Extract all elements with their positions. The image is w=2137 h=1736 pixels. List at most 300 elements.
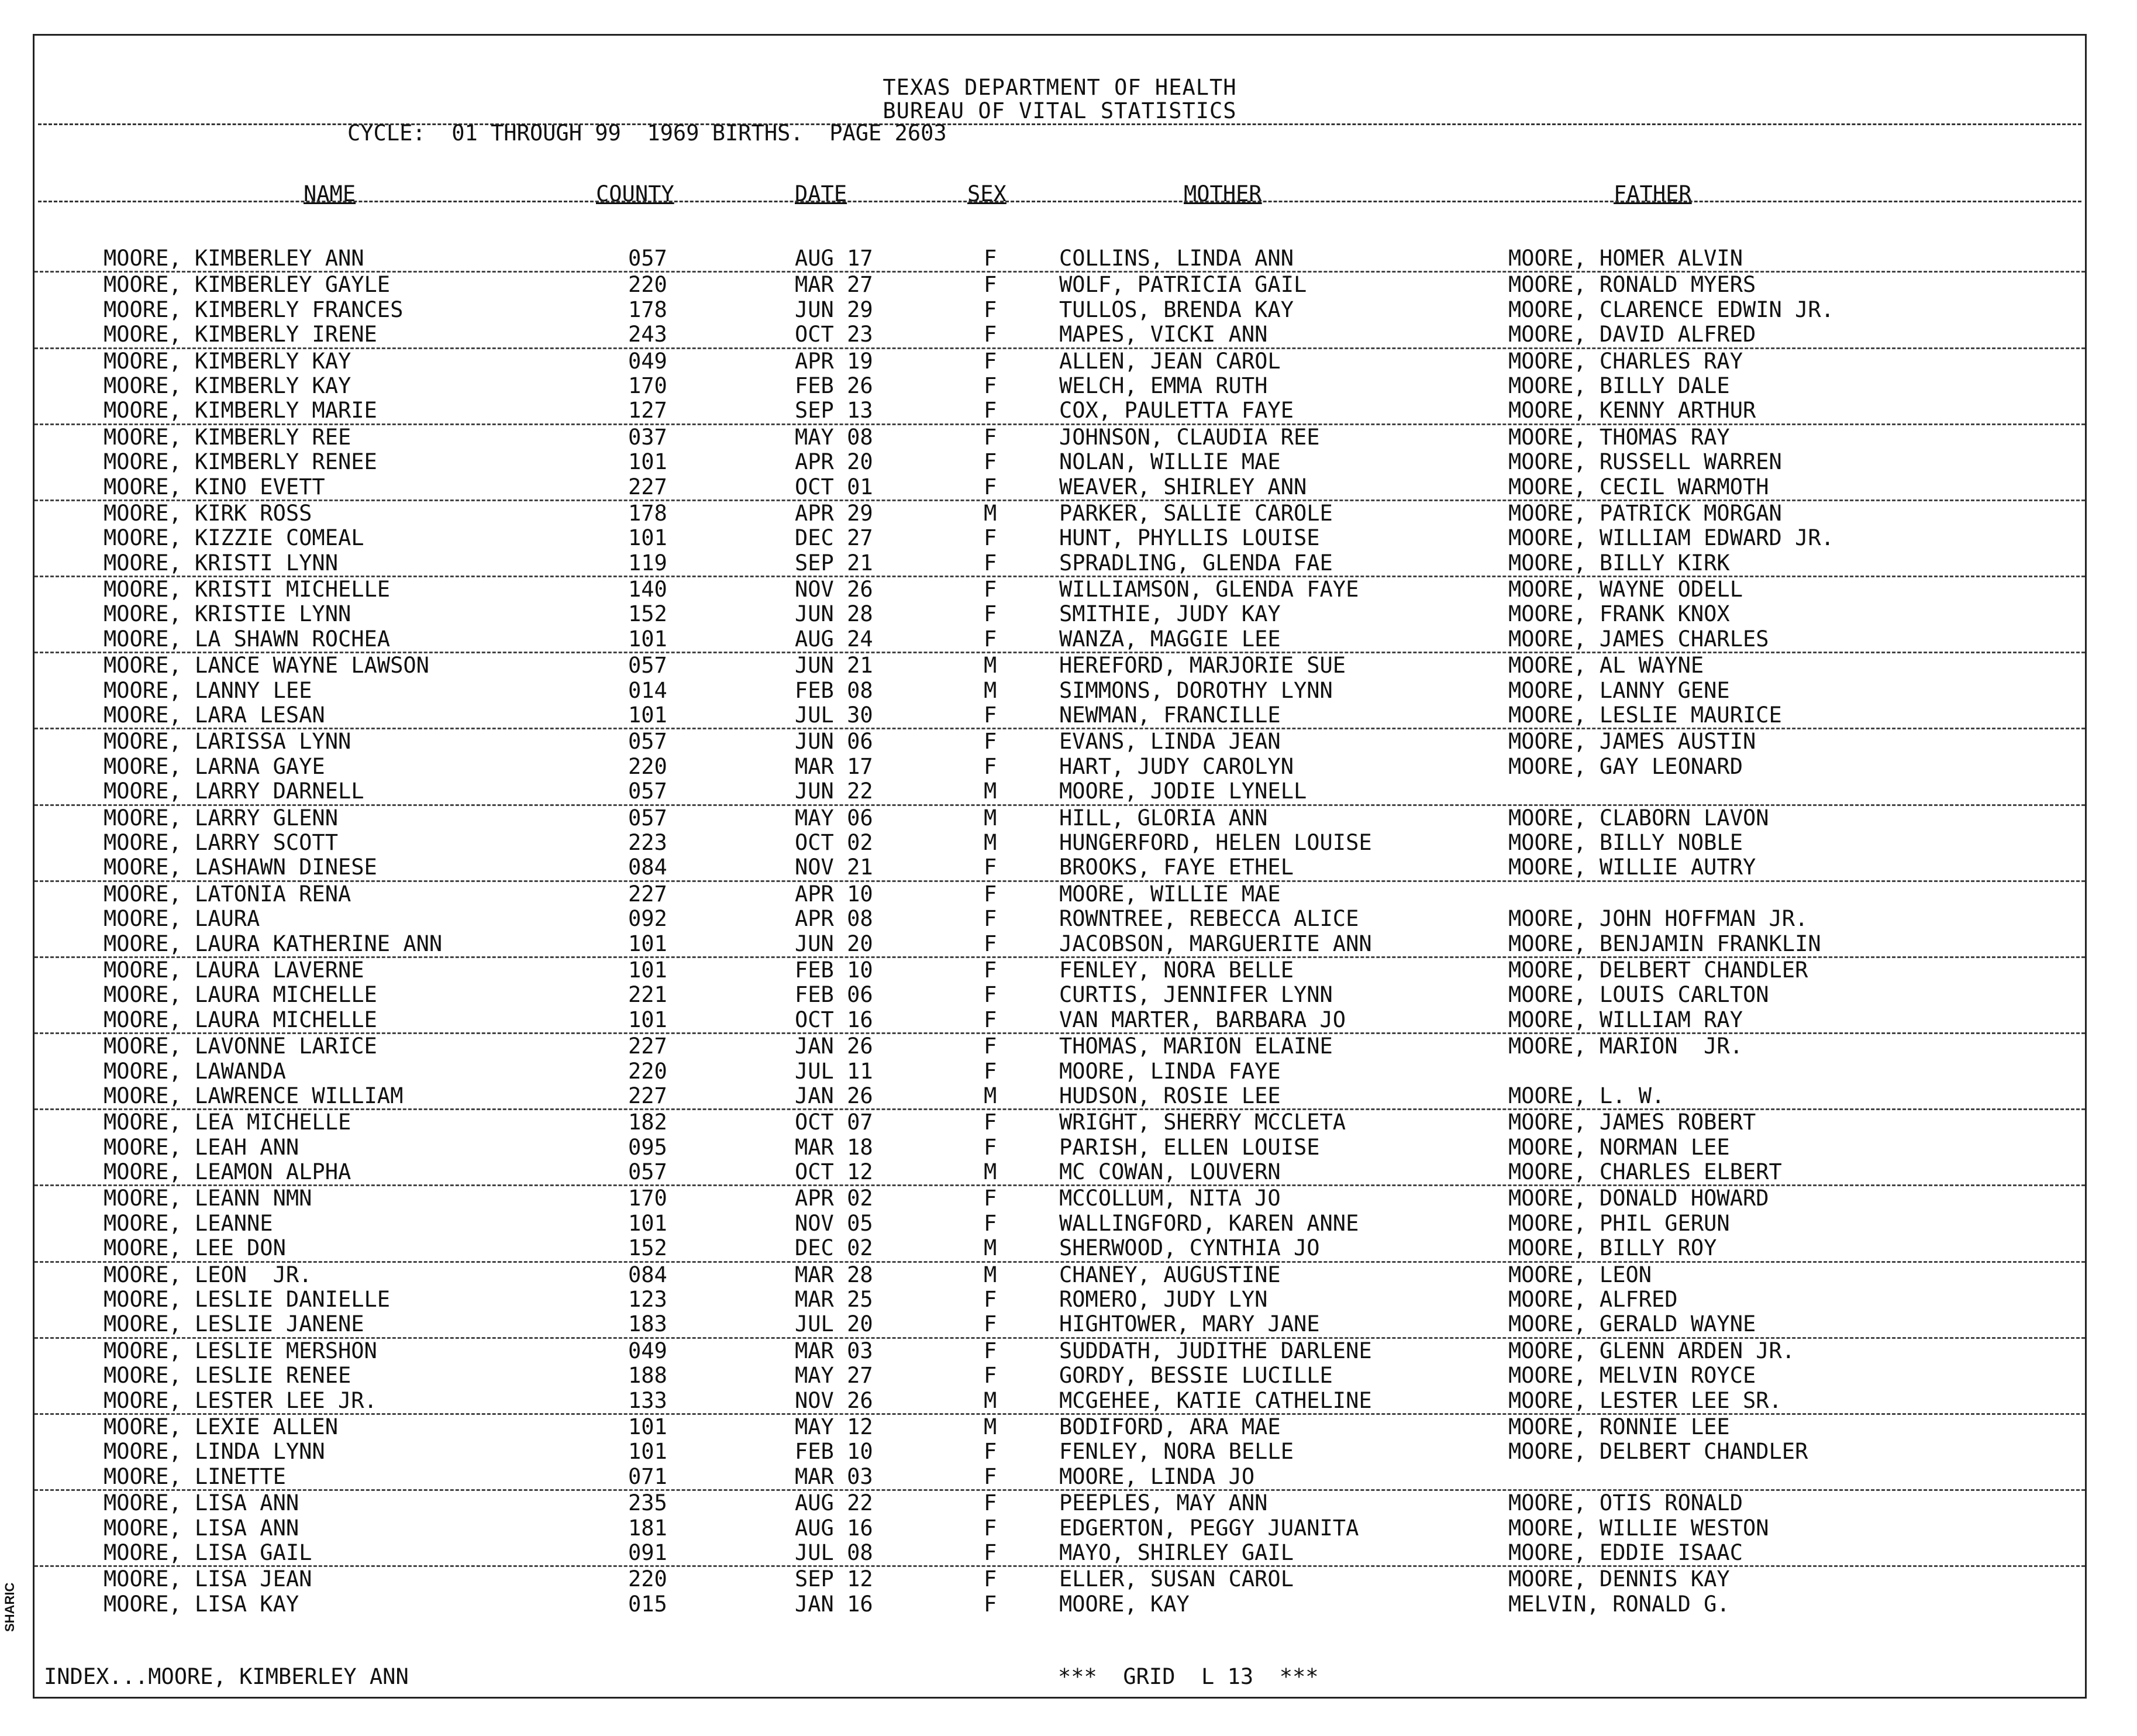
table-row xyxy=(35,1516,2085,1541)
cell-date: JUL 30 xyxy=(795,702,873,728)
cell-sex: F xyxy=(984,753,997,779)
table-row xyxy=(35,1211,2085,1236)
cell-county: 183 xyxy=(628,1311,667,1337)
cell-father: MOORE, PATRICK MORGAN xyxy=(1508,500,1782,526)
cell-mother: JACOBSON, MARGUERITE ANN xyxy=(1059,931,1372,956)
cell-county: 015 xyxy=(628,1591,667,1617)
cell-county: 227 xyxy=(628,881,667,907)
cell-county: 057 xyxy=(628,653,667,678)
cell-name: MOORE, LARRY GLENN xyxy=(104,805,338,831)
cell-date: APR 29 xyxy=(795,500,873,526)
table-row xyxy=(35,1415,2085,1439)
cell-mother: EDGERTON, PEGGY JUANITA xyxy=(1059,1515,1359,1541)
cell-sex: F xyxy=(984,1363,997,1389)
cell-mother: WRIGHT, SHERRY MCCLETA xyxy=(1059,1110,1346,1135)
cell-county: 071 xyxy=(628,1463,667,1489)
cell-mother: MOORE, WILLIE MAE xyxy=(1059,881,1281,907)
cell-mother: MOORE, JODIE LYNELL xyxy=(1059,779,1307,804)
cell-mother: HART, JUDY CAROLYN xyxy=(1059,753,1294,779)
cell-father: MOORE, BILLY ROY xyxy=(1508,1235,1717,1261)
cell-date: OCT 12 xyxy=(795,1159,873,1185)
cell-name: MOORE, LAURA KATHERINE ANN xyxy=(104,931,443,956)
cell-date: JUN 29 xyxy=(795,297,873,322)
cell-date: OCT 02 xyxy=(795,829,873,855)
cell-date: JUN 20 xyxy=(795,931,873,956)
cell-county: 170 xyxy=(628,373,667,398)
cell-sex: F xyxy=(984,1515,997,1541)
cell-name: MOORE, KIMBERLY FRANCES xyxy=(104,297,404,322)
cell-county: 101 xyxy=(628,525,667,551)
cell-county: 223 xyxy=(628,829,667,855)
cell-date: APR 19 xyxy=(795,348,873,374)
cell-father: MOORE, GAY LEONARD xyxy=(1508,753,1743,779)
table-row xyxy=(35,1008,2085,1034)
cell-sex: F xyxy=(984,729,997,755)
cell-father: MOORE, BILLY NOBLE xyxy=(1508,829,1743,855)
cell-name: MOORE, LEE DON xyxy=(104,1235,286,1261)
table-row xyxy=(35,602,2085,626)
cell-date: SEP 21 xyxy=(795,550,873,576)
cell-father: MOORE, THOMAS RAY xyxy=(1508,424,1730,450)
cell-date: APR 08 xyxy=(795,906,873,932)
cell-date: SEP 12 xyxy=(795,1566,873,1592)
cell-county: 049 xyxy=(628,348,667,374)
cell-county: 014 xyxy=(628,677,667,703)
cell-county: 037 xyxy=(628,424,667,450)
cell-county: 049 xyxy=(628,1338,667,1363)
cell-mother: THOMAS, MARION ELAINE xyxy=(1059,1034,1333,1059)
cell-sex: M xyxy=(984,677,997,703)
cell-father: MOORE, LEON xyxy=(1508,1262,1652,1287)
bureau-title: BUREAU OF VITAL STATISTICS xyxy=(883,98,1237,123)
cell-name: MOORE, LEAMON ALPHA xyxy=(104,1159,351,1185)
cell-date: MAR 28 xyxy=(795,1262,873,1287)
table-row xyxy=(35,1135,2085,1160)
cell-date: MAY 12 xyxy=(795,1414,873,1439)
cell-mother: BODIFORD, ARA MAE xyxy=(1059,1414,1281,1439)
cell-mother: SIMMONS, DOROTHY LYNN xyxy=(1059,677,1333,703)
cell-father: MOORE, FRANK KNOX xyxy=(1508,601,1730,627)
cell-county: 227 xyxy=(628,1034,667,1059)
cell-county: 182 xyxy=(628,1110,667,1135)
table-row xyxy=(35,806,2085,831)
side-label: SHARIC xyxy=(2,1582,17,1632)
cell-mother: PARISH, ELLEN LOUISE xyxy=(1059,1134,1320,1160)
cell-name: MOORE, KRISTI MICHELLE xyxy=(104,577,391,602)
cell-date: JUN 06 xyxy=(795,729,873,755)
department-title: TEXAS DEPARTMENT OF HEALTH xyxy=(883,75,1237,100)
cell-mother: FENLEY, NORA BELLE xyxy=(1059,957,1294,983)
cell-father: MOORE, JAMES ROBERT xyxy=(1508,1110,1756,1135)
microfilm-page xyxy=(33,34,2087,1699)
cell-date: NOV 26 xyxy=(795,577,873,602)
cell-mother: FENLEY, NORA BELLE xyxy=(1059,1439,1294,1465)
table-row xyxy=(35,1567,2085,1592)
cell-sex: F xyxy=(984,272,997,298)
cell-father: MOORE, GLENN ARDEN JR. xyxy=(1508,1338,1795,1363)
cell-date: OCT 23 xyxy=(795,322,873,347)
cell-county: 057 xyxy=(628,729,667,755)
cell-father: MOORE, PHIL GERUN xyxy=(1508,1210,1730,1236)
cell-county: 227 xyxy=(628,474,667,500)
cell-county: 123 xyxy=(628,1287,667,1313)
cell-sex: F xyxy=(984,398,997,423)
cell-name: MOORE, LARRY DARNELL xyxy=(104,779,364,804)
cell-date: JUN 22 xyxy=(795,779,873,804)
cell-name: MOORE, LAURA LAVERNE xyxy=(104,957,364,983)
cell-mother: WALLINGFORD, KAREN ANNE xyxy=(1059,1210,1359,1236)
column-header-father: FATHER xyxy=(1614,181,1692,206)
cell-sex: M xyxy=(984,500,997,526)
table-row xyxy=(35,374,2085,398)
cell-date: AUG 22 xyxy=(795,1490,873,1516)
cell-name: MOORE, LEAH ANN xyxy=(104,1134,299,1160)
cell-mother: WANZA, MAGGIE LEE xyxy=(1059,626,1281,652)
cell-county: 188 xyxy=(628,1363,667,1389)
header-rule xyxy=(38,123,2081,125)
cell-date: JUL 08 xyxy=(795,1539,873,1565)
cell-mother: SUDDATH, JUDITHE DARLENE xyxy=(1059,1338,1372,1363)
cell-county: 101 xyxy=(628,931,667,956)
cell-mother: ALLEN, JEAN CAROL xyxy=(1059,348,1281,374)
cell-date: OCT 07 xyxy=(795,1110,873,1135)
cell-sex: F xyxy=(984,1490,997,1516)
cell-name: MOORE, LEXIE ALLEN xyxy=(104,1414,338,1439)
cell-sex: F xyxy=(984,577,997,602)
cell-father: MOORE, LESLIE MAURICE xyxy=(1508,702,1782,728)
cell-name: MOORE, KIMBERLEY GAYLE xyxy=(104,272,391,298)
cell-sex: F xyxy=(984,601,997,627)
table-row xyxy=(35,1363,2085,1388)
cell-name: MOORE, LAURA MICHELLE xyxy=(104,982,377,1008)
table-row xyxy=(35,1491,2085,1515)
cell-sex: F xyxy=(984,1338,997,1363)
cell-date: MAR 27 xyxy=(795,272,873,298)
cell-date: AUG 24 xyxy=(795,626,873,652)
cell-sex: M xyxy=(984,1235,997,1261)
table-row xyxy=(35,627,2085,653)
cell-name: MOORE, LA SHAWN ROCHEA xyxy=(104,626,391,652)
table-row xyxy=(35,273,2085,297)
cell-name: MOORE, LASHAWN DINESE xyxy=(104,855,377,880)
table-row xyxy=(35,1263,2085,1287)
column-header-county: COUNTY xyxy=(596,181,674,206)
table-row xyxy=(35,1312,2085,1338)
cell-county: 057 xyxy=(628,246,667,271)
cell-father: MOORE, L. W. xyxy=(1508,1083,1665,1108)
table-row xyxy=(35,298,2085,322)
birth-records-list xyxy=(35,246,2085,1617)
table-row xyxy=(35,1287,2085,1312)
table-row xyxy=(35,1160,2085,1186)
cell-father: MOORE, JAMES CHARLES xyxy=(1508,626,1769,652)
cell-father: MOORE, EDDIE ISAAC xyxy=(1508,1539,1743,1565)
table-row xyxy=(35,349,2085,374)
cell-name: MOORE, LAURA xyxy=(104,906,260,932)
cell-mother: SMITHIE, JUDY KAY xyxy=(1059,601,1281,627)
cell-sex: M xyxy=(984,779,997,804)
cell-name: MOORE, KRISTI LYNN xyxy=(104,550,338,576)
table-row xyxy=(35,246,2085,273)
cell-father: MOORE, CHARLES ELBERT xyxy=(1508,1159,1782,1185)
cell-date: JUL 20 xyxy=(795,1311,873,1337)
cell-name: MOORE, LISA GAIL xyxy=(104,1539,312,1565)
cell-date: APR 20 xyxy=(795,449,873,475)
cell-name: MOORE, LAWRENCE WILLIAM xyxy=(104,1083,404,1108)
cell-name: MOORE, LISA KAY xyxy=(104,1591,299,1617)
cell-father: MOORE, WILLIE AUTRY xyxy=(1508,855,1756,880)
cell-father: MOORE, WILLIAM RAY xyxy=(1508,1007,1743,1032)
cell-father: MOORE, WAYNE ODELL xyxy=(1508,577,1743,602)
cell-date: JUN 28 xyxy=(795,601,873,627)
cell-father: MOORE, BILLY DALE xyxy=(1508,373,1730,398)
cell-sex: M xyxy=(984,1414,997,1439)
cell-name: MOORE, KIMBERLY REE xyxy=(104,424,351,450)
grid-label: *** GRID L 13 *** xyxy=(1058,1664,1319,1689)
cell-mother: MOORE, LINDA JO xyxy=(1059,1463,1255,1489)
cell-date: DEC 27 xyxy=(795,525,873,551)
cell-sex: F xyxy=(984,1034,997,1059)
table-row xyxy=(35,1236,2085,1262)
cell-county: 220 xyxy=(628,753,667,779)
cell-county: 101 xyxy=(628,1210,667,1236)
cell-mother: CURTIS, JENNIFER LYNN xyxy=(1059,982,1333,1008)
cell-name: MOORE, LEANN NMN xyxy=(104,1186,312,1211)
table-row xyxy=(35,958,2085,983)
cell-sex: F xyxy=(984,957,997,983)
cell-father: MOORE, RONNIE LEE xyxy=(1508,1414,1730,1439)
cell-name: MOORE, LAVONNE LARICE xyxy=(104,1034,377,1059)
cell-county: 084 xyxy=(628,1262,667,1287)
cell-name: MOORE, LAWANDA xyxy=(104,1058,286,1084)
table-row xyxy=(35,1034,2085,1059)
cell-county: 092 xyxy=(628,906,667,932)
cell-sex: M xyxy=(984,1083,997,1108)
cell-sex: F xyxy=(984,702,997,728)
table-row xyxy=(35,1110,2085,1135)
table-row xyxy=(35,779,2085,805)
cell-mother: MOORE, LINDA FAYE xyxy=(1059,1058,1281,1084)
cell-sex: M xyxy=(984,1387,997,1413)
table-row xyxy=(35,1186,2085,1211)
cell-date: NOV 26 xyxy=(795,1387,873,1413)
cell-county: 101 xyxy=(628,702,667,728)
table-row xyxy=(35,322,2085,349)
cell-father: MOORE, CLABORN LAVON xyxy=(1508,805,1769,831)
table-row xyxy=(35,907,2085,931)
table-row xyxy=(35,526,2085,550)
cell-mother: NOLAN, WILLIE MAE xyxy=(1059,449,1281,475)
cell-date: FEB 10 xyxy=(795,1439,873,1465)
cell-name: MOORE, KIMBERLEY ANN xyxy=(104,246,364,271)
cell-mother: TULLOS, BRENDA KAY xyxy=(1059,297,1294,322)
cell-father: MOORE, RUSSELL WARREN xyxy=(1508,449,1782,475)
cell-sex: F xyxy=(984,1007,997,1032)
table-row xyxy=(35,703,2085,729)
cell-name: MOORE, KIZZIE COMEAL xyxy=(104,525,364,551)
cell-father: MOORE, LOUIS CARLTON xyxy=(1508,982,1769,1008)
cell-sex: F xyxy=(984,1539,997,1565)
cell-county: 095 xyxy=(628,1134,667,1160)
cell-date: MAR 03 xyxy=(795,1463,873,1489)
cell-sex: F xyxy=(984,322,997,347)
cell-name: MOORE, LARA LESAN xyxy=(104,702,325,728)
cell-county: 227 xyxy=(628,1083,667,1108)
cell-date: MAR 25 xyxy=(795,1287,873,1313)
cell-county: 220 xyxy=(628,1566,667,1592)
cell-mother: HEREFORD, MARJORIE SUE xyxy=(1059,653,1346,678)
cell-sex: F xyxy=(984,1287,997,1313)
cell-name: MOORE, LANCE WAYNE LAWSON xyxy=(104,653,429,678)
cell-name: MOORE, LESLIE RENEE xyxy=(104,1363,351,1389)
cell-sex: F xyxy=(984,1110,997,1135)
cell-date: MAY 08 xyxy=(795,424,873,450)
index-line: INDEX...MOORE, KIMBERLEY ANN xyxy=(44,1664,409,1689)
cell-date: NOV 05 xyxy=(795,1210,873,1236)
cell-father: MOORE, LESTER LEE SR. xyxy=(1508,1387,1782,1413)
table-row xyxy=(35,475,2085,501)
cell-sex: F xyxy=(984,1566,997,1592)
table-row xyxy=(35,1389,2085,1415)
cell-sex: F xyxy=(984,1463,997,1489)
cell-name: MOORE, LISA JEAN xyxy=(104,1566,312,1592)
cell-father: MOORE, MELVIN ROYCE xyxy=(1508,1363,1756,1389)
cell-name: MOORE, LISA ANN xyxy=(104,1515,299,1541)
cell-name: MOORE, KIMBERLY KAY xyxy=(104,348,351,374)
table-row xyxy=(35,1084,2085,1110)
cell-sex: F xyxy=(984,881,997,907)
cell-county: 057 xyxy=(628,805,667,831)
table-row xyxy=(35,1541,2085,1567)
cell-sex: F xyxy=(984,855,997,880)
table-row xyxy=(35,425,2085,450)
cell-mother: WOLF, PATRICIA GAIL xyxy=(1059,272,1307,298)
cell-mother: WELCH, EMMA RUTH xyxy=(1059,373,1268,398)
cell-father: MOORE, DAVID ALFRED xyxy=(1508,322,1756,347)
cell-father: MOORE, BILLY KIRK xyxy=(1508,550,1730,576)
cell-sex: F xyxy=(984,1058,997,1084)
cell-mother: MCCOLLUM, NITA JO xyxy=(1059,1186,1281,1211)
cell-county: 170 xyxy=(628,1186,667,1211)
table-row xyxy=(35,1059,2085,1084)
table-row xyxy=(35,398,2085,425)
cell-date: OCT 16 xyxy=(795,1007,873,1032)
column-header-sex: SEX xyxy=(967,181,1007,206)
cell-father: MOORE, JAMES AUSTIN xyxy=(1508,729,1756,755)
cell-mother: WILLIAMSON, GLENDA FAYE xyxy=(1059,577,1359,602)
cell-father: MOORE, OTIS RONALD xyxy=(1508,1490,1743,1516)
cell-mother: HUDSON, ROSIE LEE xyxy=(1059,1083,1281,1108)
cell-mother: COLLINS, LINDA ANN xyxy=(1059,246,1294,271)
table-row xyxy=(35,551,2085,577)
cell-father: MOORE, MARION JR. xyxy=(1508,1034,1743,1059)
cell-name: MOORE, KINO EVETT xyxy=(104,474,325,500)
cell-name: MOORE, LEA MICHELLE xyxy=(104,1110,351,1135)
table-row xyxy=(35,755,2085,779)
cell-county: 152 xyxy=(628,1235,667,1261)
cell-sex: M xyxy=(984,653,997,678)
cell-sex: F xyxy=(984,1186,997,1211)
cell-mother: MAYO, SHIRLEY GAIL xyxy=(1059,1539,1294,1565)
cell-mother: SHERWOOD, CYNTHIA JO xyxy=(1059,1235,1320,1261)
cell-name: MOORE, LARRY SCOTT xyxy=(104,829,338,855)
table-row xyxy=(35,831,2085,855)
cell-mother: NEWMAN, FRANCILLE xyxy=(1059,702,1281,728)
table-row xyxy=(35,501,2085,526)
cell-date: SEP 13 xyxy=(795,398,873,423)
cell-mother: MOORE, KAY xyxy=(1059,1591,1190,1617)
cell-date: AUG 17 xyxy=(795,246,873,271)
table-row xyxy=(35,653,2085,678)
column-header-date: DATE xyxy=(795,181,847,206)
cell-county: 057 xyxy=(628,1159,667,1185)
cell-father: MOORE, WILLIE WESTON xyxy=(1508,1515,1769,1541)
table-row xyxy=(35,855,2085,881)
cell-county: 243 xyxy=(628,322,667,347)
cell-date: MAY 06 xyxy=(795,805,873,831)
cell-father: MOORE, HOMER ALVIN xyxy=(1508,246,1743,271)
cell-sex: M xyxy=(984,829,997,855)
cell-sex: F xyxy=(984,348,997,374)
cell-county: 091 xyxy=(628,1539,667,1565)
cell-name: MOORE, LEANNE xyxy=(104,1210,273,1236)
cell-mother: EVANS, LINDA JEAN xyxy=(1059,729,1281,755)
cell-father: MOORE, WILLIAM EDWARD JR. xyxy=(1508,525,1834,551)
cell-county: 101 xyxy=(628,449,667,475)
cell-county: 101 xyxy=(628,1439,667,1465)
cell-sex: F xyxy=(984,525,997,551)
cell-sex: F xyxy=(984,474,997,500)
cell-county: 221 xyxy=(628,982,667,1008)
cell-mother: VAN MARTER, BARBARA JO xyxy=(1059,1007,1346,1032)
cell-date: JAN 26 xyxy=(795,1083,873,1108)
cell-father: MOORE, CECIL WARMOTH xyxy=(1508,474,1769,500)
table-row xyxy=(35,450,2085,474)
cell-mother: WEAVER, SHIRLEY ANN xyxy=(1059,474,1307,500)
cell-county: 101 xyxy=(628,1414,667,1439)
cell-name: MOORE, KIMBERLY RENEE xyxy=(104,449,377,475)
cell-sex: F xyxy=(984,246,997,271)
cell-father: MOORE, LANNY GENE xyxy=(1508,677,1730,703)
column-header-rule xyxy=(38,201,2081,202)
cell-mother: HIGHTOWER, MARY JANE xyxy=(1059,1311,1320,1337)
cycle-line: CYCLE: 01 THROUGH 99 1969 BIRTHS. PAGE 2603 xyxy=(347,120,947,146)
cell-county: 220 xyxy=(628,1058,667,1084)
cell-father: MOORE, GERALD WAYNE xyxy=(1508,1311,1756,1337)
cell-date: JUN 21 xyxy=(795,653,873,678)
cell-sex: M xyxy=(984,1262,997,1287)
cell-mother: ROWNTREE, REBECCA ALICE xyxy=(1059,906,1359,932)
cell-name: MOORE, LESTER LEE JR. xyxy=(104,1387,377,1413)
cell-father: MOORE, BENJAMIN FRANKLIN xyxy=(1508,931,1821,956)
cell-sex: F xyxy=(984,550,997,576)
cell-date: JAN 26 xyxy=(795,1034,873,1059)
cell-mother: BROOKS, FAYE ETHEL xyxy=(1059,855,1294,880)
cell-name: MOORE, KIMBERLY KAY xyxy=(104,373,351,398)
table-row xyxy=(35,1339,2085,1363)
cell-date: MAR 03 xyxy=(795,1338,873,1363)
cell-name: MOORE, KIMBERLY IRENE xyxy=(104,322,377,347)
cell-date: FEB 08 xyxy=(795,677,873,703)
cell-father: MOORE, DONALD HOWARD xyxy=(1508,1186,1769,1211)
cell-date: FEB 26 xyxy=(795,373,873,398)
cell-father: MOORE, JOHN HOFFMAN JR. xyxy=(1508,906,1808,932)
table-row xyxy=(35,678,2085,703)
cell-sex: F xyxy=(984,297,997,322)
table-row xyxy=(35,882,2085,907)
cell-name: MOORE, LESLIE MERSHON xyxy=(104,1338,377,1363)
cell-name: MOORE, LANNY LEE xyxy=(104,677,312,703)
